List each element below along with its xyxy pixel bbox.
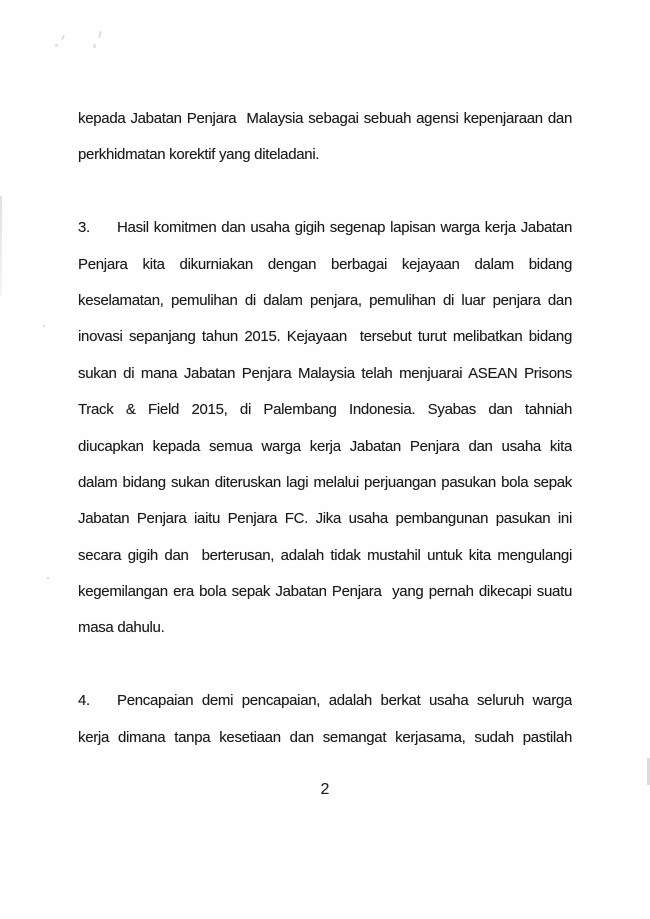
text-line: keselamatan, pemulihan di dalam penjara, pemulihan di luar penjara dan: [78, 291, 572, 309]
paragraph-number: 3.: [78, 219, 90, 237]
text-line: perkhidmatan korektif yang diteladani.: [78, 146, 320, 164]
document-body-text: [78, 101, 572, 756]
text-line: Jabatan Penjara iaitu Penjara FC. Jika usaha pembangunan pasukan ini: [78, 510, 572, 528]
paragraph-3: [78, 210, 572, 647]
paragraph-4: [78, 683, 572, 756]
text-line: Penjara kita dikurniakan dengan berbagai kejayaan dalam bidang: [78, 255, 572, 273]
page-number: 2: [320, 781, 330, 798]
text-line-content: Hasil komitmen dan usaha gigih segenap lapisan warga kerja Jabatan: [117, 219, 572, 237]
text-line: dalam bidang sukan diteruskan lagi melalui perjuangan pasukan bola sepak: [78, 473, 572, 491]
text-line: diucapkan kepada semua warga kerja Jabatan Penjara dan usaha kita: [78, 437, 572, 455]
scan-speck: [47, 577, 49, 579]
scan-smudge-mark: [91, 31, 103, 51]
text-line: [78, 683, 572, 719]
scan-edge-artifact-left: [0, 196, 2, 296]
scan-smudge-mark: [55, 35, 67, 49]
text-line: [78, 210, 572, 246]
paragraph-continuation: [78, 101, 572, 174]
text-line: sukan di mana Jabatan Penjara Malaysia telah menjuarai ASEAN Prisons: [78, 364, 572, 382]
text-line-content: Pencapaian demi pencapaian, adalah berkat usaha seluruh warga: [117, 692, 572, 710]
text-line: masa dahulu.: [78, 619, 165, 637]
text-line: kepada Jabatan Penjara Malaysia sebagai sebuah agensi kepenjaraan dan: [78, 110, 572, 127]
text-line: Track & Field 2015, di Palembang Indonesia. Syabas dan tahniah: [78, 401, 572, 419]
text-line: kerja dimana tanpa kesetiaan dan semangat kerjasama, sudah pastilah: [78, 728, 572, 746]
paragraph-number: 4.: [78, 692, 90, 710]
text-line: secara gigih dan berterusan, adalah tidak mustahil untuk kita mengulangi: [78, 546, 572, 564]
text-line: inovasi sepanjang tahun 2015. Kejayaan tersebut turut melibatkan bidang: [78, 328, 572, 346]
text-line: kegemilangan era bola sepak Jabatan Penjara yang pernah dikecapi suatu: [78, 583, 572, 601]
scan-speck: [43, 325, 45, 327]
